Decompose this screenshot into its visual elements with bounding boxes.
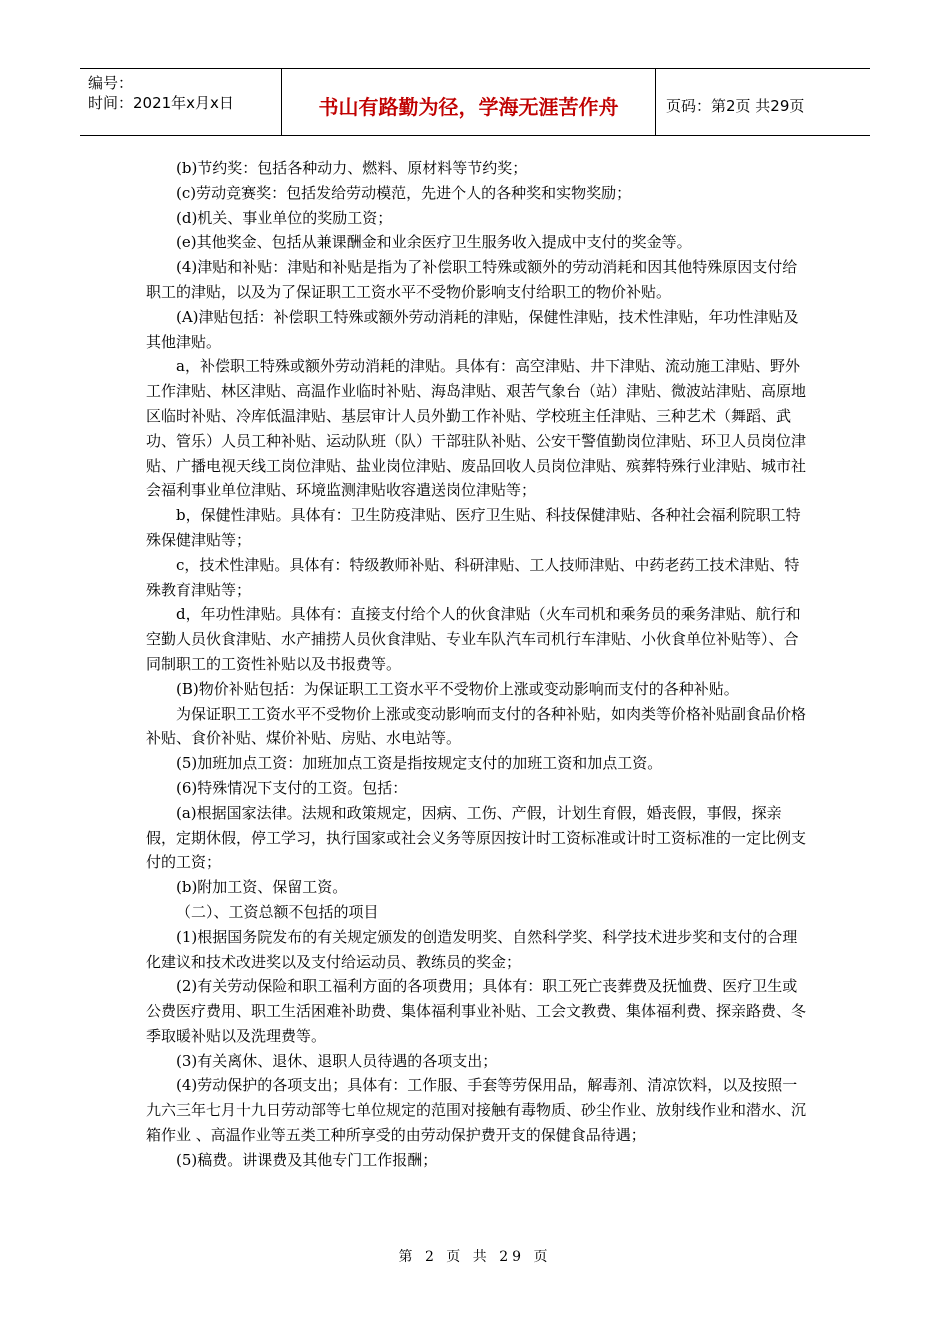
paragraph: (a)根据国家法律。法规和政策规定，因病、工伤、产假，计划生育假，婚丧假，事假，探亲假，定期休假，停工学习，执行国家或社会义务等原因按计时工资标准或计时工资标准的一定比例支付的工资； (146, 803, 807, 872)
paragraph: (c)劳动竞赛奖：包括发给劳动模范，先进个人的各种奖和实物奖励； (176, 183, 632, 202)
paragraph: (6)特殊情况下支付的工资。包括： (176, 778, 408, 797)
paragraph: (b)附加工资、保留工资。 (176, 878, 348, 897)
paragraph: (4)津贴和补贴：津贴和补贴是指为了补偿职工特殊或额外的劳动消耗和因其他特殊原因支付给职工的津贴，以及为了保证职工工资水平不受物价影响支付给职工的物价补贴。 (146, 258, 798, 301)
paragraph: (5)加班加点工资：加班加点工资是指按规定支付的加班工资和加点工资。 (176, 754, 663, 773)
paragraph: (5)稿费。讲课费及其他专门工作报酬； (176, 1150, 438, 1169)
document-date: 时间：2021年x月x日 (88, 94, 234, 112)
paragraph: (3)有关离休、退休、退职人员待遇的各项支出； (176, 1051, 498, 1070)
paragraph: (A)津贴包括：补偿职工特殊或额外劳动消耗的津贴，保健性津贴，技术性津贴，年功性津贴及其他津贴。 (146, 307, 799, 351)
paragraph: d，年功性津贴。具体有：直接支付给个人的伙食津贴（火车司机和乘务员的乘务津贴、航行和空勤人员伙食津贴、水产捕捞人员伙食津贴、专业车队汽车司机行车津贴、小伙食单位补贴等）、合同制职工的工资性补贴以及书报费等。 (146, 605, 801, 673)
section-heading: （二）、工资总额不包括的项目 (176, 902, 379, 921)
header-motto: 书山有路勤为径，学海无涯苦作舟 (282, 69, 656, 135)
paragraph: a，补偿职工特殊或额外劳动消耗的津贴。具体有：高空津贴、井下津贴、流动施工津贴、野外工作津贴、林区津贴、高温作业临时补贴、海岛津贴、艰苦气象台（站）津贴、微波站津贴、高原地区临时补贴、冷库低温津贴、基层审计人员外勤工作补贴、学校班主任津贴、三种艺术（舞蹈、武功、管乐）人员工种补贴、运动队班（队）干部驻队补贴、公安干警值勤岗位津贴、环卫人员岗位津贴、广播电视天线工岗位津贴、盐业岗位津贴、废品回收人员岗位津贴、殡葬特殊行业津贴、城市社会福利事业单位津贴、环境监测津贴收容遣送岗位津贴等； (146, 357, 807, 500)
paragraph: b，保健性津贴。具体有：卫生防疫津贴、医疗卫生贴、科技保健津贴、各种社会福利院职工特殊保健津贴等； (146, 506, 801, 549)
document-number-label: 编号： (88, 74, 134, 92)
paragraph: (B)物价补贴包括：为保证职工工资水平不受物价上涨或变动影响而支付的各种补贴。 (176, 679, 739, 698)
paragraph: (4)劳动保护的各项支出；具体有：工作服、手套等劳保用品，解毒剂、清凉饮料，以及按照一九六三年七月十九日劳动部等七单位规定的范围对接触有毒物质、砂尘作业、放射线作业和潜水、沉箱作业 、高温作业等五类工种所享受的由劳动保护费开支的保健食品待遇； (146, 1076, 807, 1145)
paragraph: (2)有关劳动保险和职工福利方面的各项费用；具体有：职工死亡丧葬费及抚恤费、医疗卫生或公费医疗费用、职工生活困难补助费、集体福利事业补贴、工会文教费、集体福利费、探亲路费、冬季取暖补贴以及洗理费等。 (146, 977, 807, 1045)
document-body (146, 156, 806, 1173)
page-footer: 第 2 页 共 29 页 (398, 1249, 552, 1265)
header-meta (80, 69, 282, 135)
header-page-info: 页码：第2页 共29页 (666, 96, 805, 115)
paragraph: (1)根据国务院发布的有关规定颁发的创造发明奖、自然科学奖、科学技术进步奖和支付的合理化建议和技术改进奖以及支付给运动员、教练员的奖金； (146, 927, 798, 971)
paragraph: 为保证职工工资水平不受物价上涨或变动影响而支付的各种补贴，如肉类等价格补贴副食品价格补贴、食价补贴、煤价补贴、房贴、水电站等。 (146, 704, 807, 748)
page-header (80, 68, 870, 136)
paragraph: (b)节约奖：包括各种动力、燃料、原材料等节约奖； (176, 159, 528, 177)
paragraph: (e)其他奖金、包括从兼课酬金和业余医疗卫生服务收入提成中支付的奖金等。 (176, 233, 692, 252)
paragraph: (d)机关、事业单位的奖励工资； (176, 208, 393, 227)
paragraph: c，技术性津贴。具体有：特级教师补贴、科研津贴、工人技师津贴、中药老药工技术津贴、特殊教育津贴等； (146, 555, 800, 599)
